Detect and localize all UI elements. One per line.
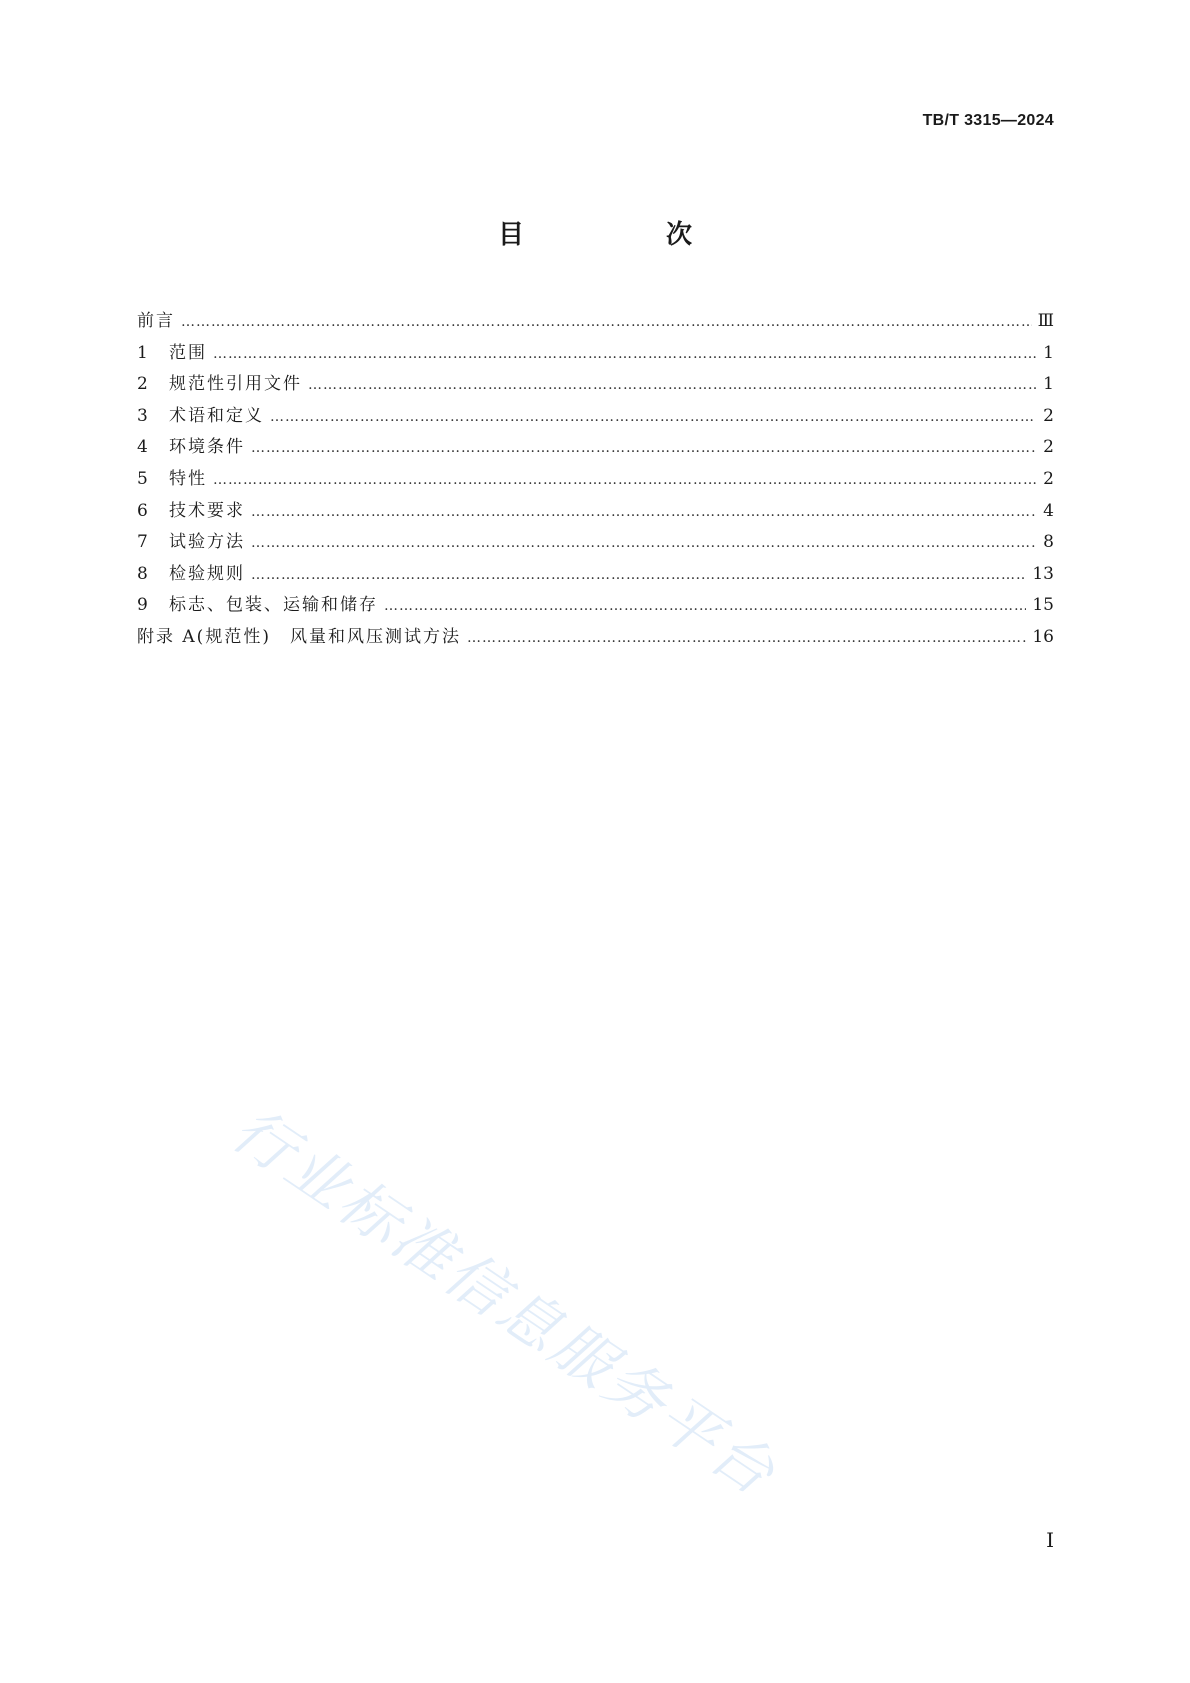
toc-entry-label: 前言 <box>137 311 175 331</box>
page-number: Ⅰ <box>1046 1528 1054 1552</box>
toc-entry-page: Ⅲ <box>1037 311 1054 331</box>
toc-leader-dots <box>467 623 1026 655</box>
toc-entry-page: 2 <box>1043 405 1054 426</box>
toc-entry-label: 规范性引用文件 <box>169 374 302 395</box>
toc-entry-label: 试验方法 <box>169 532 245 553</box>
toc-leader-dots <box>213 339 1036 371</box>
toc-entry-3[interactable] <box>137 401 1054 433</box>
toc-entry-label: 特性 <box>169 468 207 489</box>
toc-entry-foreword[interactable] <box>137 306 1054 338</box>
table-of-contents <box>137 306 1054 654</box>
standard-number: TB/T 3315—2024 <box>922 112 1054 129</box>
toc-entry-label: 检验规则 <box>169 563 245 584</box>
toc-leader-dots <box>251 497 1036 529</box>
toc-entry-7[interactable] <box>137 527 1054 559</box>
toc-entry-label: 环境条件 <box>169 437 245 458</box>
page-title: 目 次 <box>497 220 750 250</box>
toc-entry-page: 2 <box>1043 437 1054 458</box>
toc-leader-dots <box>308 370 1036 402</box>
toc-leader-dots <box>251 560 1026 592</box>
toc-entry-label: 标志、包装、运输和储存 <box>169 595 378 616</box>
toc-entry-number: 5 <box>137 468 148 489</box>
toc-entry-page: 15 <box>1032 595 1054 616</box>
toc-entry-number: 3 <box>137 405 148 426</box>
toc-entry-number: 7 <box>137 532 148 553</box>
toc-entry-label: 技术要求 <box>169 500 245 521</box>
toc-entry-label: 附录 A(规范性) 风量和风压测试方法 <box>137 626 461 647</box>
toc-entry-page: 1 <box>1043 342 1054 363</box>
toc-entry-page: 2 <box>1043 468 1054 489</box>
toc-leader-dots <box>384 591 1026 623</box>
toc-entry-2[interactable] <box>137 369 1054 401</box>
toc-entry-page: 8 <box>1043 532 1054 553</box>
toc-entry-number: 2 <box>137 374 148 395</box>
toc-entry-6[interactable] <box>137 496 1054 528</box>
toc-entry-number: 6 <box>137 500 148 521</box>
toc-entry-number: 9 <box>137 595 148 616</box>
toc-entry-8[interactable] <box>137 559 1054 591</box>
toc-leader-dots <box>181 307 1032 339</box>
toc-entry-label: 范围 <box>169 342 207 363</box>
toc-entry-page: 4 <box>1043 500 1054 521</box>
toc-entry-appendix-a[interactable] <box>137 622 1054 654</box>
toc-entry-page: 16 <box>1032 626 1054 647</box>
toc-entry-5[interactable] <box>137 464 1054 496</box>
toc-entry-page: 13 <box>1032 563 1054 584</box>
toc-leader-dots <box>213 465 1036 497</box>
toc-entry-number: 4 <box>137 437 148 458</box>
toc-entry-number: 8 <box>137 563 148 584</box>
toc-entry-4[interactable] <box>137 432 1054 464</box>
watermark: 行业标准信息服务平台 <box>219 1094 790 1511</box>
toc-entry-9[interactable] <box>137 590 1054 622</box>
toc-entry-number: 1 <box>137 342 148 363</box>
toc-leader-dots <box>251 528 1036 560</box>
toc-entry-label: 术语和定义 <box>169 405 264 426</box>
toc-leader-dots <box>270 402 1036 434</box>
toc-leader-dots <box>251 433 1036 465</box>
toc-entry-page: 1 <box>1043 374 1054 395</box>
toc-entry-1[interactable] <box>137 338 1054 370</box>
